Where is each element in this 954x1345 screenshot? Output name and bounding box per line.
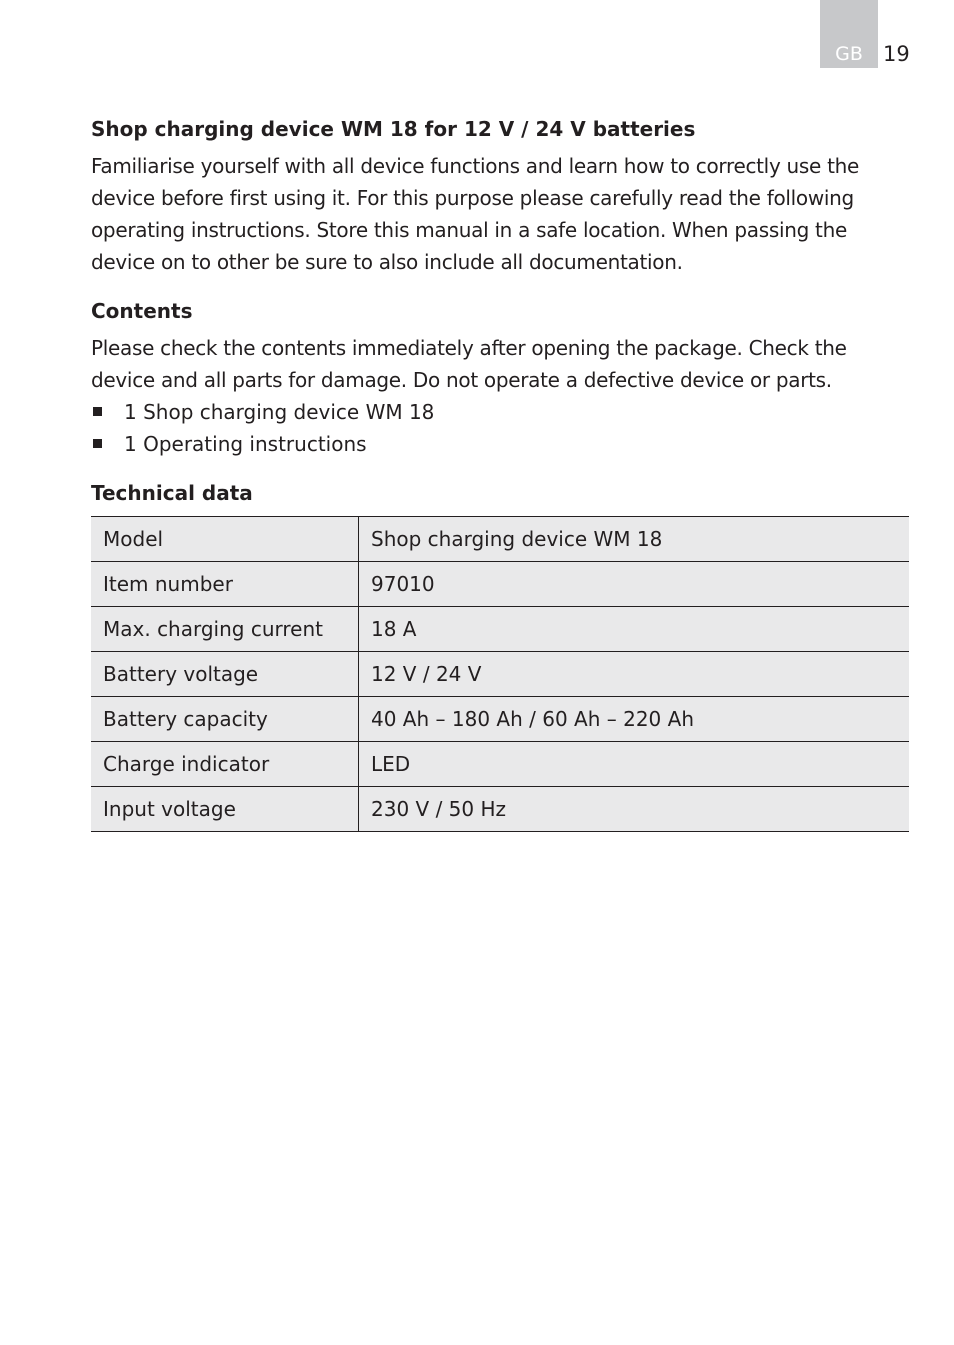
list-item: 1 Operating instructions: [91, 428, 909, 460]
row-label: Model: [91, 517, 359, 562]
table-row: [91, 517, 909, 562]
contents-heading: Contents: [91, 299, 193, 323]
row-value: 40 Ah – 180 Ah / 60 Ah – 220 Ah: [359, 697, 910, 742]
table-row: [91, 607, 909, 652]
row-label: Battery voltage: [91, 652, 359, 697]
row-label: Charge indicator: [91, 742, 359, 787]
list-item: 1 Shop charging device WM 18: [91, 396, 909, 428]
technical-data-section: [91, 478, 909, 832]
language-label: GB: [835, 43, 863, 65]
table-row: [91, 787, 909, 832]
row-label: Max. charging current: [91, 607, 359, 652]
table-row: [91, 562, 909, 607]
technical-data-table: [91, 516, 909, 832]
table-row: [91, 652, 909, 697]
page-content: [91, 114, 909, 832]
row-label: Item number: [91, 562, 359, 607]
row-label: Input voltage: [91, 787, 359, 832]
row-value: LED: [359, 742, 910, 787]
contents-paragraph: Please check the contents immediately after opening the package. Check the device and all parts for damage. Do not operate a defective device or parts.: [91, 336, 847, 392]
row-value: 97010: [359, 562, 910, 607]
row-value: 18 A: [359, 607, 910, 652]
intro-paragraph: Familiarise yourself with all device functions and learn how to correctly use the device before first using it. For this purpose please carefully read the following operating instructions. Store this manual in a safe location. When passing the device on to other be sure to also include all documentation.: [91, 154, 860, 274]
row-value: Shop charging device WM 18: [359, 517, 910, 562]
technical-data-heading: Technical data: [91, 481, 253, 505]
intro-section: [91, 114, 909, 278]
table-row: [91, 742, 909, 787]
contents-list: [91, 396, 909, 460]
page-number: 19: [883, 42, 910, 66]
table-row: [91, 697, 909, 742]
row-value: 230 V / 50 Hz: [359, 787, 910, 832]
row-label: Battery capacity: [91, 697, 359, 742]
contents-section: [91, 296, 909, 460]
intro-heading: Shop charging device WM 18 for 12 V / 24 V batteries: [91, 117, 696, 141]
row-value: 12 V / 24 V: [359, 652, 910, 697]
